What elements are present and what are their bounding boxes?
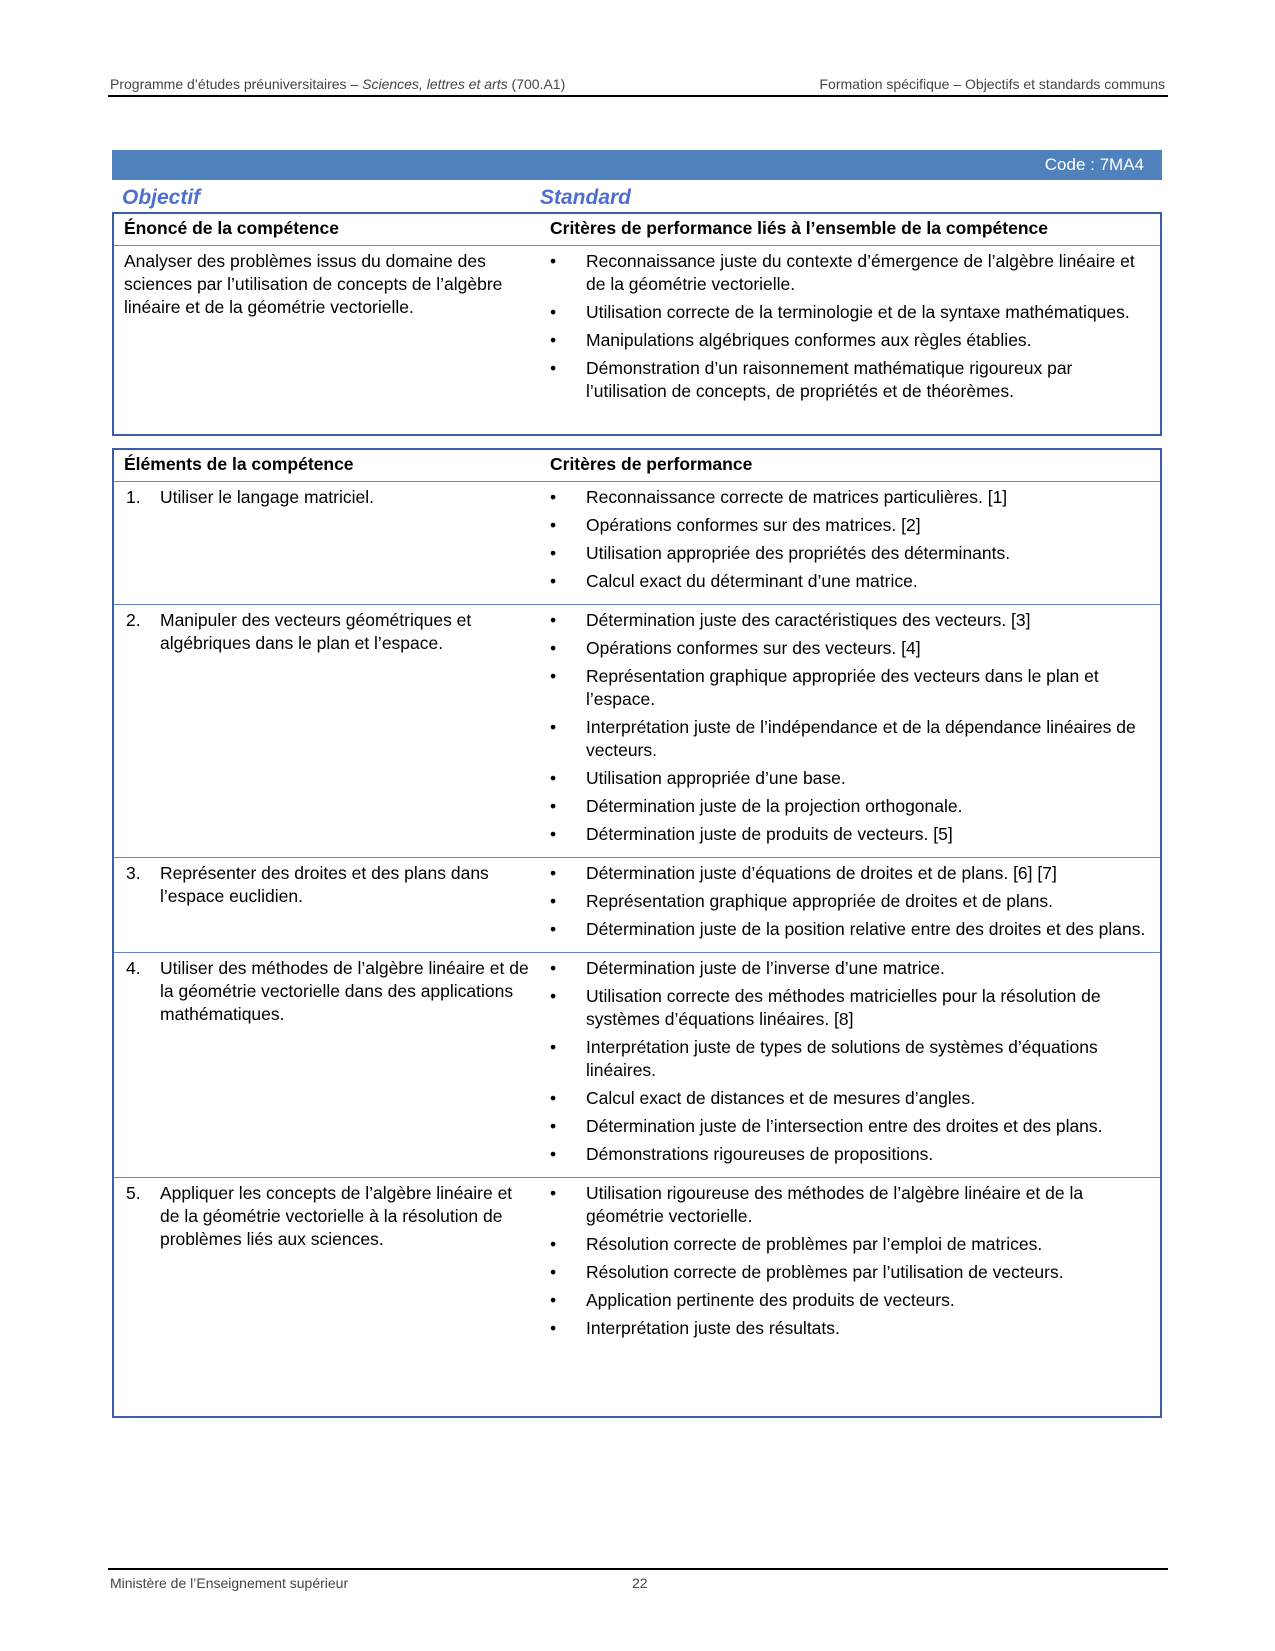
criteria-list [550,862,1150,941]
code-bar [112,150,1162,180]
list-item: • Opérations conformes sur des vecteurs. [4] [550,637,1150,660]
elements-header-row [114,450,1160,481]
page-header [110,76,1165,92]
competence-table [112,212,1162,436]
header-rule [108,95,1168,97]
competence-statement: Analyser des problèmes issus du domaine des sciences par l’utilisation de concepts de l’algèbre linéaire et de la géométrie vectorielle. [124,251,503,317]
list-item: • Opérations conformes sur des matrices. [2] [550,514,1150,537]
list-item: • Détermination juste de produits de vecteurs. [5] [550,823,1150,846]
element-number: 1. [126,487,141,507]
criteria-list [550,957,1150,1166]
competence-body-row [114,245,1160,414]
list-item: • Résolution correcte de problèmes par l’utilisation de vecteurs. [550,1261,1150,1284]
table-row [114,604,1160,857]
element-number: 3. [126,863,141,883]
list-item: • Utilisation correcte de la terminologie et de la syntaxe mathématiques. [550,301,1150,324]
list-item: • Calcul exact de distances et de mesures d’angles. [550,1087,1150,1110]
element-number: 4. [126,958,141,978]
page-footer [110,1575,648,1591]
list-item: • Application pertinente des produits de vecteurs. [550,1289,1150,1312]
list-item: • Résolution correcte de problèmes par l’emploi de matrices. [550,1233,1150,1256]
element-text: Utiliser le langage matriciel. [160,487,374,507]
list-item: • Interprétation juste de l’indépendance et de la dépendance linéaires de vecteurs. [550,716,1150,762]
element-text: Utiliser des méthodes de l’algèbre linéaire et de la géométrie vectorielle dans des applications mathématiques. [160,958,529,1024]
list-item: • Représentation graphique appropriée des vecteurs dans le plan et l’espace. [550,665,1150,711]
list-item: • Démonstrations rigoureuses de propositions. [550,1143,1150,1166]
competence-header-right: Critères de performance liés à l’ensemble de la compétence [550,218,1048,238]
course-code: Code : 7MA4 [1044,155,1144,174]
elements-header-right: Critères de performance [550,454,753,474]
list-item: • Représentation graphique appropriée de droites et de plans. [550,890,1150,913]
element-text: Manipuler des vecteurs géométriques et algébriques dans le plan et l’espace. [160,610,472,653]
criteria-list [550,609,1150,846]
criteria-list [550,486,1150,593]
list-item: • Détermination juste des caractéristiques des vecteurs. [3] [550,609,1150,632]
objectif-label: Objectif [122,186,201,209]
competence-header-left: Énoncé de la compétence [124,218,339,238]
list-item: • Détermination juste de la projection orthogonale. [550,795,1150,818]
elements-table [112,448,1162,1418]
list-item: • Interprétation juste de types de solutions de systèmes d’équations linéaires. [550,1036,1150,1082]
list-item: • Interprétation juste des résultats. [550,1317,1150,1340]
element-number: 5. [126,1183,141,1203]
section-title: Formation spécifique – Objectifs et standards communs [819,76,1165,92]
ministry-name: Ministère de l’Enseignement supérieur [110,1575,349,1591]
table-row [114,857,1160,952]
list-item: • Détermination juste de la position relative entre des droites et des plans. [550,918,1150,941]
list-item: • Manipulations algébriques conformes aux règles établies. [550,329,1150,352]
list-item: • Utilisation appropriée des propriétés des déterminants. [550,542,1150,565]
list-item: • Reconnaissance correcte de matrices particulières. [1] [550,486,1150,509]
list-item: • Détermination juste d’équations de droites et de plans. [6] [7] [550,862,1150,885]
list-item: • Détermination juste de l’inverse d’une matrice. [550,957,1150,980]
table-row [114,952,1160,1177]
list-item: • Utilisation correcte des méthodes matricielles pour la résolution de systèmes d’équations linéaires. [8] [550,985,1150,1031]
footer-rule [108,1568,1168,1570]
table-row [114,1177,1160,1351]
element-text: Appliquer les concepts de l’algèbre linéaire et de la géométrie vectorielle à la résolution de problèmes liés aux sciences. [160,1183,513,1249]
standard-label: Standard [540,186,632,209]
list-item: • Démonstration d’un raisonnement mathématique rigoureux par l’utilisation de concepts, de propriétés et de théorèmes. [550,357,1150,403]
page-number: 22 [632,1575,648,1591]
list-item: • Utilisation appropriée d’une base. [550,767,1150,790]
table-row [114,481,1160,604]
program-title: Programme d’études préuniversitaires – Sciences, lettres et arts (700.A1) [110,76,566,92]
elements-header-left: Éléments de la compétence [124,454,354,474]
competence-criteria-list [550,250,1150,403]
list-item: • Reconnaissance juste du contexte d’émergence de l’algèbre linéaire et de la géométrie vectorielle. [550,250,1150,296]
list-item: • Détermination juste de l’intersection entre des droites et des plans. [550,1115,1150,1138]
element-number: 2. [126,610,141,630]
list-item: • Calcul exact du déterminant d’une matrice. [550,570,1150,593]
criteria-list [550,1182,1150,1340]
element-text: Représenter des droites et des plans dans l’espace euclidien. [160,863,489,906]
competence-header-row [114,214,1160,245]
list-item: • Utilisation rigoureuse des méthodes de l’algèbre linéaire et de la géométrie vectorielle. [550,1182,1150,1228]
